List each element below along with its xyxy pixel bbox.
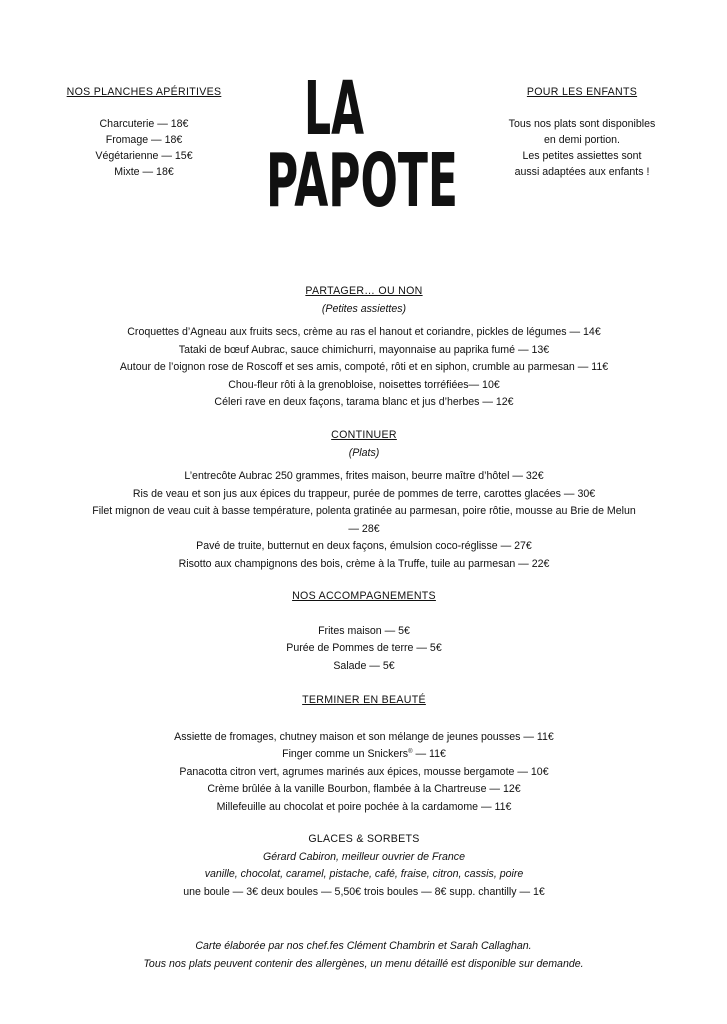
glaces-maker: Gérard Cabiron, meilleur ouvrier de France [263,850,465,863]
dish-item: Pavé de truite, butternut en deux façons, émulsion coco-réglisse — 27€ [196,540,532,552]
kids-line: Les petites assiettes sont [522,150,642,162]
terminer-section [88,692,640,816]
aperitif-item: Charcuterie — 18€ [99,118,189,130]
snickers-price: — 11€ [412,748,446,760]
kids-section [484,84,680,180]
dessert-item: Millefeuille au chocolat et poire pochée à la cardamome — 11€ [216,800,512,813]
dessert-item [88,746,640,764]
footer-note [100,938,627,973]
glaces-flavours: vanille, chocolat, caramel, pistache, café, fraise, citron, cassis, poire [204,868,524,880]
logo-line-2: PAPOTE [266,138,458,218]
registered-mark: ® [408,749,413,755]
footer-chefs: Carte élaborée par nos chef.fes Clément Chambrin et Sarah Callaghan. [195,940,532,952]
continuer-section [88,427,640,573]
kids-line: aussi adaptées aux enfants ! [514,166,650,178]
kids-line: en demi portion. [544,134,620,146]
continuer-title: CONTINUER [331,429,397,441]
aperitifs-title: NOS PLANCHES APÉRITIVES [66,86,222,98]
partager-title: PARTAGER… OU NON [305,285,423,297]
partager-subtitle: (Petites assiettes) [321,302,407,315]
aperitif-item: Fromage — 18€ [105,134,183,146]
side-item: Purée de Pommes de terre — 5€ [286,642,442,654]
dish-item: Filet mignon de veau cuit à basse température, polenta gratinée au parmesan, poire rôtie, mousse au Brie de Melun — 28€ [92,505,636,535]
aperitifs-section [48,84,240,180]
dish-item: Ris de veau et son jus aux épices du trappeur, purée de pommes de terre, carottes glacées — 30€ [132,487,596,500]
dish-item: Tataki de bœuf Aubrac, sauce chimichurri, mayonnaise au paprika fumé — 13€ [178,343,550,356]
dish-item: Céleri rave en deux façons, tarama blanc et jus d’herbes — 12€ [214,396,514,408]
dessert-item: Assiette de fromages, chutney maison et son mélange de jeunes pousses — 11€ [174,730,554,743]
dessert-item: Crème brûlée à la vanille Bourbon, flambée à la Chartreuse — 12€ [207,783,521,795]
aperitif-item: Végétarienne — 15€ [95,150,193,162]
accompagnements-title: NOS ACCOMPAGNEMENTS [292,590,436,602]
footer-allergens: Tous nos plats peuvent contenir des allergènes, un menu détaillé est disponible sur demande. [143,957,584,970]
accompagnements-section [88,588,640,675]
dish-item: Risotto aux champignons des bois, crème à la Truffe, tuile au parmesan — 22€ [178,557,550,570]
dish-item: Croquettes d’Agneau aux fruits secs, crème au ras el hanout et coriandre, pickles de légumes — 14€ [127,326,601,338]
kids-title: POUR LES ENFANTS [526,86,638,98]
dish-item: Chou-fleur rôti à la grenobloise, noisettes torréfiées— 10€ [228,378,500,391]
restaurant-logo [258,68,468,218]
logo-line-1: LA [304,68,364,152]
glaces-prices: une boule — 3€ deux boules — 5,50€ trois boules — 8€ supp. chantilly — 1€ [183,885,545,898]
dish-item: L’entrecôte Aubrac 250 grammes, frites maison, beurre maître d’hôtel — 32€ [184,470,544,482]
dessert-item: Panacotta citron vert, agrumes marinés aux épices, mousse bergamote — 10€ [179,765,549,778]
kids-line: Tous nos plats sont disponibles [508,118,656,130]
snickers-name: Finger comme un Snickers [282,748,409,760]
glaces-section [88,831,640,901]
side-item: Salade — 5€ [333,659,395,672]
glaces-title: GLACES & SORBETS [308,833,420,845]
aperitif-item: Mixte — 18€ [114,166,174,178]
continuer-subtitle: (Plats) [348,446,380,459]
dish-item: Autour de l’oignon rose de Roscoff et ses amis, compoté, rôti et en siphon, crumble au parmesan — 11€ [119,361,609,373]
side-item: Frites maison — 5€ [318,624,410,637]
partager-section [88,283,640,412]
terminer-title: TERMINER EN BEAUTÉ [302,694,426,706]
